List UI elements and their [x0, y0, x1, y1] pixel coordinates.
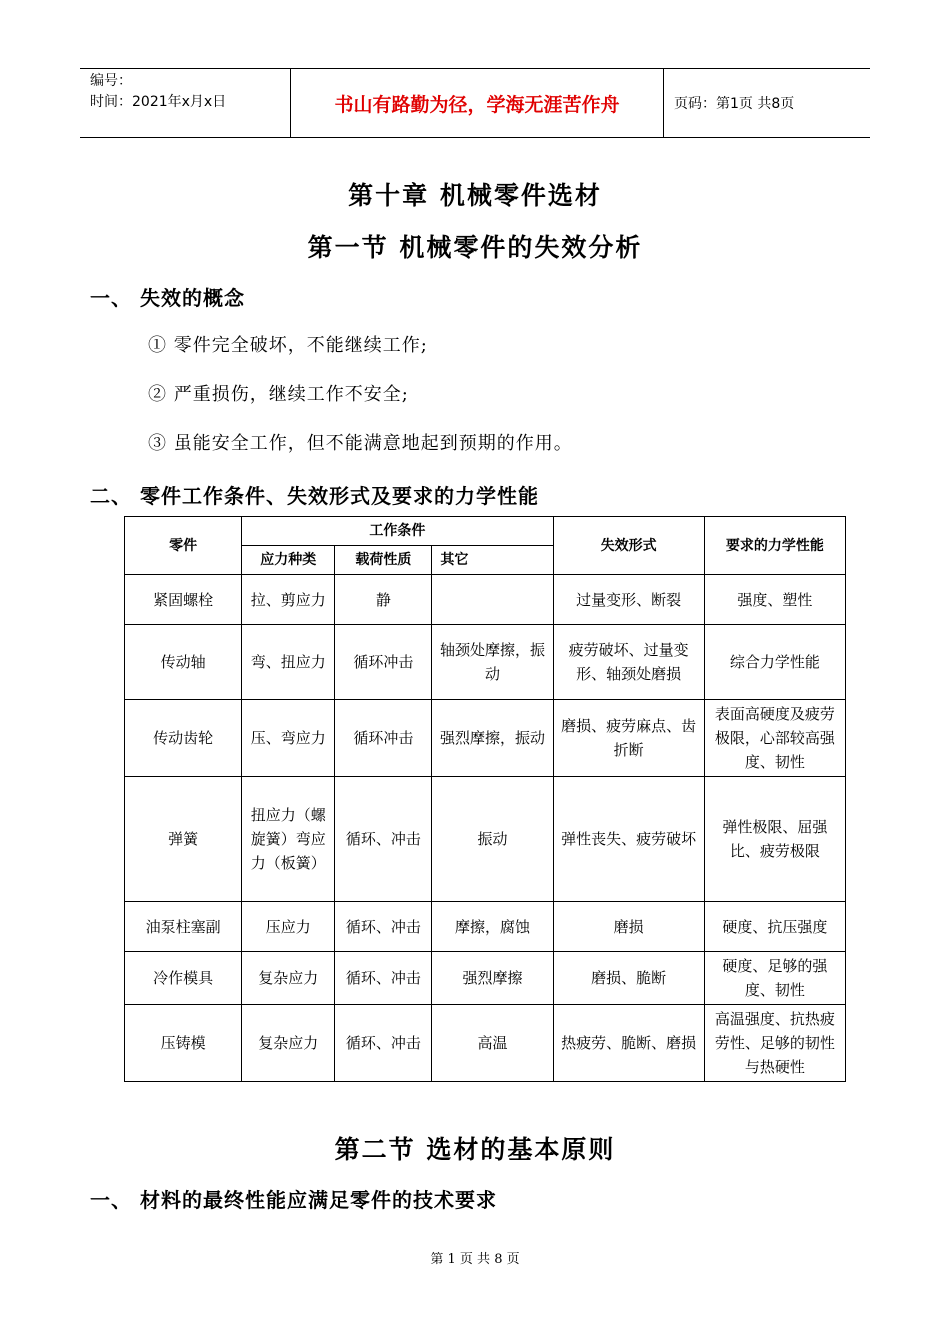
cell-requirements: 强度、塑性 — [704, 575, 845, 625]
cell-requirements: 硬度、抗压强度 — [704, 902, 845, 952]
code-label: 编号： — [90, 73, 132, 89]
section2-title: 第二节 选材的基本原则 — [334, 1135, 616, 1164]
table-row — [125, 700, 846, 777]
failure-analysis-table — [124, 516, 846, 1082]
cell-failure: 过量变形、断裂 — [553, 575, 704, 625]
cell-failure: 热疲劳、脆断、磨损 — [553, 1005, 704, 1082]
table-row — [125, 777, 846, 902]
cell-part: 紧固螺栓 — [125, 575, 242, 625]
cell-part: 传动轴 — [125, 625, 242, 700]
col-other-header: 其它 — [432, 546, 553, 575]
cell-other: 振动 — [432, 777, 553, 902]
cell-requirements: 综合力学性能 — [704, 625, 845, 700]
cell-part: 冷作模具 — [125, 952, 242, 1005]
cell-other: 摩擦，腐蚀 — [432, 902, 553, 952]
cell-requirements: 表面高硬度及疲劳极限，心部较高强度、韧性 — [704, 700, 845, 777]
section1-title: 第一节 机械零件的失效分析 — [307, 233, 643, 262]
list-item: ③ 虽能安全工作，但不能满意地起到预期的作用。 — [148, 433, 573, 454]
cell-stress: 扭应力（螺旋簧）弯应力（板簧） — [242, 777, 335, 902]
col-conditions-header: 工作条件 — [242, 517, 553, 546]
cell-part: 传动齿轮 — [125, 700, 242, 777]
header-page-info: 页码：第1页 共8页 — [674, 96, 795, 112]
header-meta — [80, 69, 291, 137]
cell-stress: 压应力 — [242, 902, 335, 952]
header-motto: 书山有路勤为径，学海无涯苦作舟 — [291, 69, 664, 137]
table-row — [125, 952, 846, 1005]
col-load-header: 载荷性质 — [335, 546, 432, 575]
cell-other: 强烈摩擦，振动 — [432, 700, 553, 777]
cell-load: 循环、冲击 — [335, 1005, 432, 1082]
cell-other: 强烈摩擦 — [432, 952, 553, 1005]
heading-failure-concept: 一、 失效的概念 — [90, 286, 245, 310]
cell-failure: 弹性丧失、疲劳破坏 — [553, 777, 704, 902]
cell-stress: 弯、扭应力 — [242, 625, 335, 700]
cell-requirements: 硬度、足够的强度、韧性 — [704, 952, 845, 1005]
list-item: ① 零件完全破坏，不能继续工作; — [148, 335, 428, 356]
table-header-row — [125, 517, 846, 546]
cell-part: 油泵柱塞副 — [125, 902, 242, 952]
cell-load: 循环冲击 — [335, 700, 432, 777]
cell-stress: 复杂应力 — [242, 1005, 335, 1082]
cell-failure: 磨损 — [553, 902, 704, 952]
heading-material-performance: 一、 材料的最终性能应满足零件的技术要求 — [90, 1188, 497, 1212]
cell-load: 循环、冲击 — [335, 902, 432, 952]
cell-stress: 复杂应力 — [242, 952, 335, 1005]
cell-load: 静 — [335, 575, 432, 625]
col-failure-header: 失效形式 — [553, 517, 704, 575]
chapter-title: 第十章 机械零件选材 — [348, 181, 602, 210]
cell-failure: 疲劳破坏、过量变形、轴颈处磨损 — [553, 625, 704, 700]
page-footer: 第 1 页 共 8 页 — [430, 1252, 520, 1267]
cell-other: 轴颈处摩擦，振动 — [432, 625, 553, 700]
list-item: ② 严重损伤，继续工作不安全; — [148, 384, 409, 405]
table-row — [125, 1005, 846, 1082]
col-part-header: 零件 — [125, 517, 242, 575]
cell-load: 循环、冲击 — [335, 777, 432, 902]
table-row — [125, 575, 846, 625]
cell-failure: 磨损、脆断 — [553, 952, 704, 1005]
cell-failure: 磨损、疲劳麻点、齿折断 — [553, 700, 704, 777]
cell-part: 压铸模 — [125, 1005, 242, 1082]
cell-requirements: 高温强度、抗热疲劳性、足够的韧性与热硬性 — [704, 1005, 845, 1082]
cell-stress: 压、弯应力 — [242, 700, 335, 777]
cell-load: 循环、冲击 — [335, 952, 432, 1005]
table-row — [125, 625, 846, 700]
cell-stress: 拉、剪应力 — [242, 575, 335, 625]
time-label: 时间：2021年x月x日 — [90, 94, 227, 110]
cell-part: 弹簧 — [125, 777, 242, 902]
cell-other — [432, 575, 553, 625]
heading-conditions-table: 二、 零件工作条件、失效形式及要求的力学性能 — [90, 484, 539, 508]
table-row — [125, 902, 846, 952]
cell-requirements: 弹性极限、屈强比、疲劳极限 — [704, 777, 845, 902]
cell-other: 高温 — [432, 1005, 553, 1082]
cell-load: 循环冲击 — [335, 625, 432, 700]
document-header — [80, 68, 870, 138]
col-requirements-header: 要求的力学性能 — [704, 517, 845, 575]
col-stress-header: 应力种类 — [242, 546, 335, 575]
